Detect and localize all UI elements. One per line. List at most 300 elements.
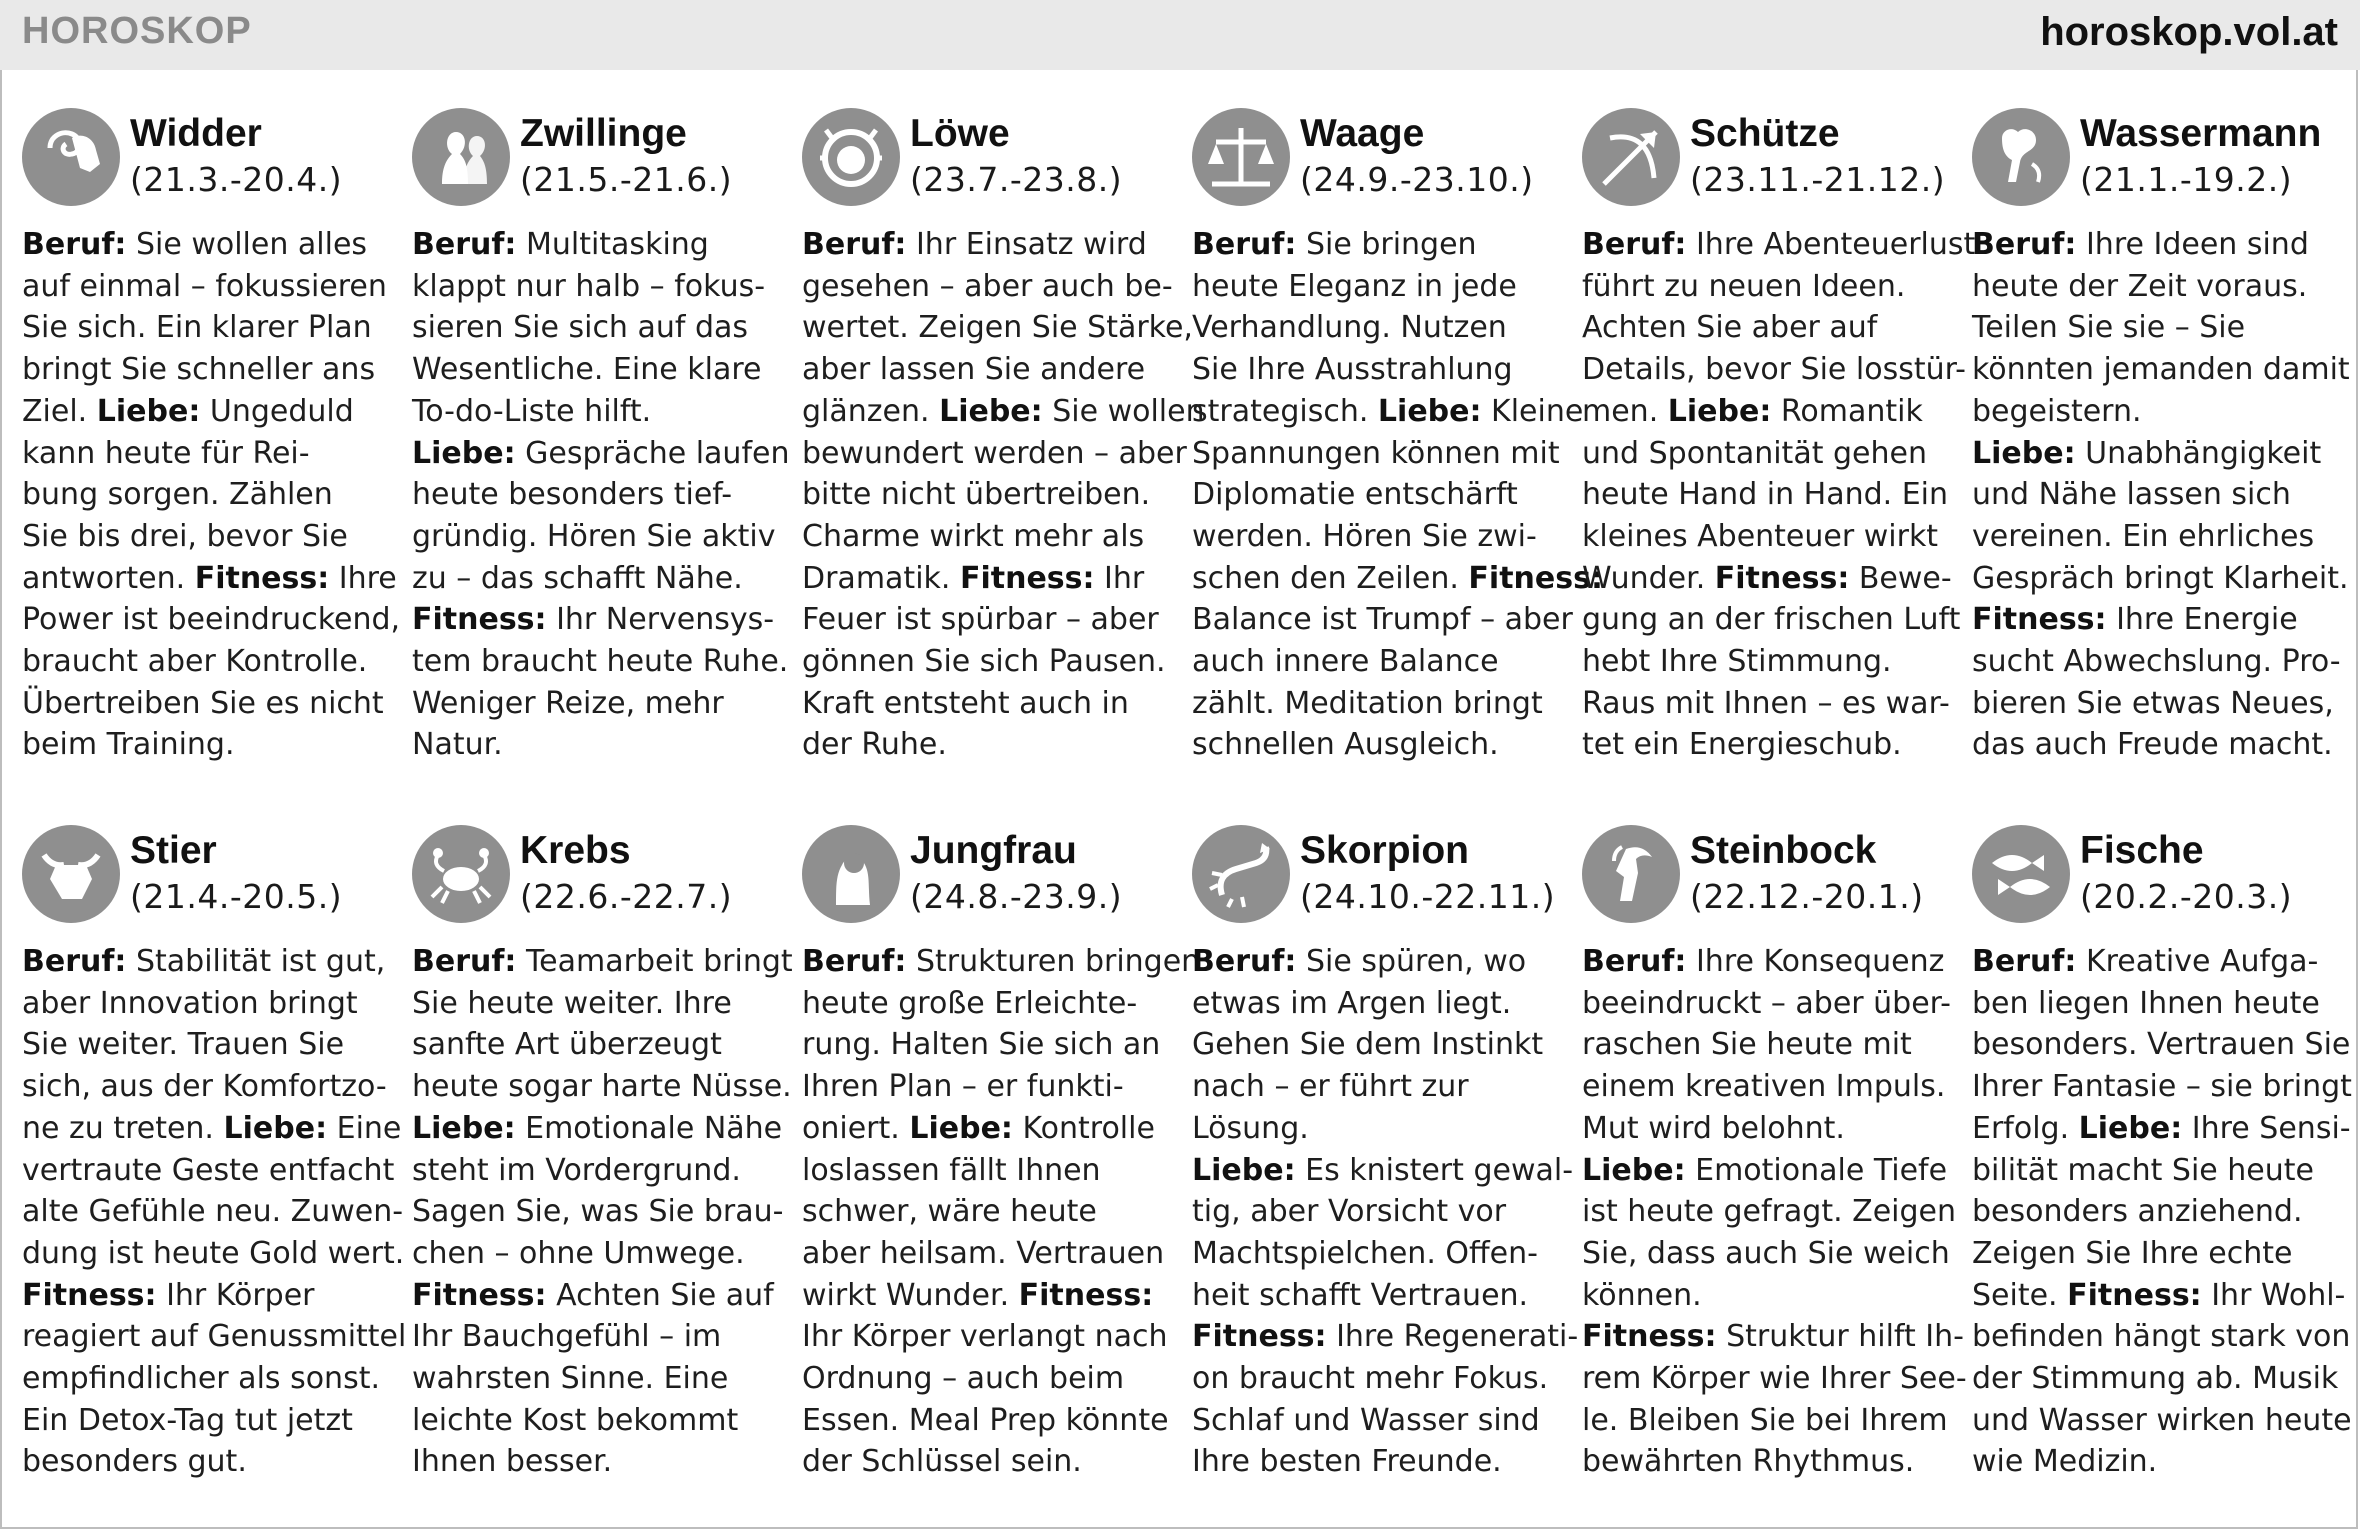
text-segment: raschen Sie heute mit (1582, 1027, 1912, 1063)
text-segment: Es knistert gewal- (1295, 1152, 1574, 1188)
sign-header (1972, 825, 2342, 937)
text-line (1582, 1275, 1952, 1317)
page-header (0, 0, 2360, 70)
text-segment: bitte nicht übertreiben. (802, 477, 1151, 513)
text-segment: steht im Vordergrund. (412, 1152, 741, 1188)
sign-header (1582, 108, 1952, 220)
text-segment: Ihre Abenteuerlust (1686, 227, 1976, 262)
text-segment: Romantik (1771, 393, 1923, 429)
text-line (1582, 599, 1961, 641)
text-line (22, 266, 392, 308)
text-line (412, 1441, 782, 1483)
text-segment: leichte Kost bekommt (412, 1402, 739, 1438)
text-line (1192, 1191, 1562, 1233)
text-line (802, 391, 1205, 433)
text-line (1972, 683, 2342, 725)
fish-icon (1972, 825, 2070, 923)
sign-column-skorpion (1192, 825, 1579, 1483)
text-segment: befinden hängt stark von (1972, 1319, 2351, 1355)
text-segment: Raus mit Ihnen – es war- (1582, 685, 1950, 721)
sign-header (412, 825, 782, 937)
text-line (1972, 1275, 2346, 1317)
text-line (412, 224, 782, 266)
category-label: Beruf: (412, 227, 517, 262)
text-segment: Essen. Meal Prep könnte (802, 1402, 1169, 1438)
text-line (412, 1400, 782, 1442)
sign-name: Fische (2080, 829, 2204, 872)
text-segment: Gehen Sie dem Instinkt (1192, 1027, 1544, 1063)
sign-header (22, 825, 392, 937)
text-segment: Sie bringen (1296, 227, 1477, 262)
text-segment: on braucht mehr Fokus. (1192, 1361, 1549, 1397)
category-label: Liebe: (1377, 393, 1482, 429)
text-line (22, 1441, 392, 1483)
text-segment: Kreative Aufga- (2076, 944, 2319, 979)
text-line (1192, 641, 1562, 683)
text-segment: werden. Hören Sie zwi- (1192, 518, 1537, 554)
text-line (412, 391, 782, 433)
text-segment: Schlaf und Wasser sind (1192, 1402, 1540, 1438)
text-segment: Ihr (1094, 560, 1145, 596)
category-label: Fitness: (2067, 1277, 2202, 1313)
category-label: Liebe: (909, 1110, 1013, 1146)
text-line (22, 1108, 402, 1150)
text-segment: Unabhängigkeit (2075, 435, 2322, 471)
text-segment: Sie, dass auch Sie weich (1582, 1235, 1950, 1271)
text-line (1972, 558, 2349, 600)
text-segment: heute sogar harte Nüsse. (412, 1069, 792, 1105)
text-line (412, 724, 782, 766)
text-segment: Sie sich. Ein klarer Plan (22, 310, 372, 346)
text-line (1192, 1275, 1562, 1317)
text-segment: wahrsten Sinne. Eine (412, 1361, 729, 1397)
text-segment: der Stimmung ab. Musik (1972, 1361, 2339, 1397)
text-line (22, 983, 392, 1025)
text-line (1972, 1108, 2351, 1150)
text-segment: Ihr Einsatz wird (906, 227, 1147, 262)
text-line (1582, 1316, 1964, 1358)
category-label: Fitness: (1468, 560, 1603, 596)
text-segment: braucht aber Kontrolle. (22, 644, 368, 680)
sign-name: Schütze (1690, 112, 1840, 155)
text-segment: heute Eleganz in jede (1192, 268, 1517, 304)
text-segment: vertraute Geste entfacht (22, 1152, 395, 1188)
text-line (1972, 1316, 2351, 1358)
text-line (1972, 349, 2350, 391)
text-segment: rem Körper wie Ihrer See- (1582, 1361, 1967, 1397)
text-line (802, 1066, 1172, 1108)
text-segment: Ihr Nervensys- (546, 602, 775, 638)
text-line (1582, 558, 1952, 600)
text-line (412, 558, 782, 600)
text-segment: Ihre Ideen sind (2076, 227, 2309, 262)
text-line (802, 1358, 1172, 1400)
text-segment: sucht Abwechslung. Pro- (1972, 644, 2341, 680)
text-segment: Seite. (1972, 1277, 2068, 1313)
text-segment: gründig. Hören Sie aktiv (412, 518, 776, 554)
category-label: Liebe: (223, 1110, 328, 1146)
text-line (1192, 558, 1603, 600)
text-line (412, 474, 782, 516)
text-line (1192, 599, 1573, 641)
text-line (1582, 1191, 1957, 1233)
text-line (802, 1316, 1172, 1358)
text-line (1192, 941, 1562, 983)
text-segment: Ihnen besser. (412, 1444, 613, 1480)
text-segment: Wesentliche. Eine klare (412, 352, 762, 388)
text-segment: Übertreiben Sie es nicht (22, 685, 384, 721)
text-line (1972, 1150, 2342, 1192)
text-line (22, 224, 392, 266)
text-line (22, 941, 392, 983)
text-segment: Ihrer Fantasie – sie bringt (1972, 1069, 2352, 1105)
text-segment: bieren Sie etwas Neues, (1972, 685, 2334, 721)
text-line (1192, 1400, 1562, 1442)
text-segment: bilität macht Sie heute (1972, 1152, 2314, 1188)
text-segment: Spannungen können mit (1192, 435, 1560, 471)
text-segment: tem braucht heute Ruhe. (412, 644, 789, 680)
text-line (22, 1150, 395, 1192)
text-line (1192, 1024, 1562, 1066)
text-segment: begeistern. (1972, 393, 2142, 429)
text-line (802, 1150, 1172, 1192)
category-label: Liebe: (1582, 1152, 1686, 1188)
text-segment: Charme wirkt mehr als (802, 518, 1145, 554)
sign-column-krebs (412, 825, 793, 1483)
text-segment: besonders. Vertrauen Sie (1972, 1027, 2351, 1063)
text-line (1192, 983, 1562, 1025)
text-line (412, 1150, 782, 1192)
sign-date-range: (21.3.-20.4.) (130, 160, 343, 199)
text-line (1192, 1233, 1562, 1275)
text-segment: Sie wollen (1042, 393, 1205, 429)
category-label: Beruf: (22, 227, 127, 262)
text-segment: Power ist beeindruckend, (22, 602, 401, 638)
category-label: Fitness: (194, 560, 330, 596)
text-line (1582, 641, 1952, 683)
sign-date-range: (22.12.-20.1.) (1690, 877, 1924, 916)
text-line (1582, 683, 1952, 725)
bull-icon (22, 825, 120, 923)
sign-column-schütze (1582, 108, 1976, 766)
text-line (802, 1275, 1172, 1317)
text-segment: Ihr Bauchgefühl – im (412, 1319, 722, 1355)
text-segment: Machtspielchen. Offen- (1192, 1235, 1538, 1271)
horoscope-text (22, 224, 401, 766)
category-label: Fitness: (959, 560, 1095, 596)
text-line (1972, 1358, 2342, 1400)
sign-name: Löwe (910, 112, 1010, 155)
text-segment: etwas im Argen liegt. (1192, 985, 1512, 1021)
category-label: Liebe: (1192, 1152, 1296, 1188)
text-line (1582, 1358, 1967, 1400)
text-segment: glänzen. (802, 393, 940, 429)
text-segment: Ordnung – auch beim (802, 1361, 1125, 1397)
category-label: Beruf: (1582, 227, 1687, 262)
text-line (1582, 941, 1952, 983)
text-segment: Sie bis drei, bevor Sie (22, 518, 348, 554)
category-label: Liebe: (96, 393, 201, 429)
text-segment: wie Medizin. (1972, 1444, 2158, 1480)
text-segment: oniert. (802, 1110, 910, 1146)
text-segment: loslassen fällt Ihnen (802, 1152, 1101, 1188)
text-line (22, 599, 401, 641)
text-segment: To-do-Liste hilft. (412, 393, 652, 429)
text-segment: gesehen – aber auch be- (802, 268, 1173, 304)
text-segment: zählt. Meditation bringt (1192, 685, 1543, 721)
sign-header (802, 825, 1172, 937)
text-line (22, 1233, 405, 1275)
horoscope-text (412, 941, 793, 1483)
category-label: Beruf: (22, 944, 127, 979)
text-segment: Multitasking (516, 227, 709, 262)
text-line (1582, 1108, 1952, 1150)
text-segment: Zeigen Sie Ihre echte (1972, 1235, 2293, 1271)
text-line (1582, 391, 1952, 433)
sign-date-range: (23.7.-23.8.) (910, 160, 1123, 199)
text-segment: Sie spüren, wo (1296, 944, 1527, 979)
text-line (1972, 516, 2342, 558)
text-segment: Kontrolle (1012, 1110, 1155, 1146)
category-label: Fitness: (1192, 1319, 1327, 1355)
text-segment: Stabilität ist gut, (126, 944, 386, 979)
category-label: Liebe: (412, 1110, 516, 1146)
text-segment: der Ruhe. (802, 727, 947, 763)
text-line (412, 307, 782, 349)
sign-header (22, 108, 392, 220)
text-segment: und Wasser wirken heute (1972, 1402, 2352, 1438)
text-line (22, 1275, 392, 1317)
text-segment: Achten Sie auf (546, 1277, 774, 1313)
text-segment: rung. Halten Sie sich an (802, 1027, 1161, 1063)
text-line (412, 1066, 792, 1108)
text-line (22, 516, 392, 558)
text-line (1192, 433, 1562, 475)
text-segment: Balance ist Trumpf – aber (1192, 602, 1573, 638)
sign-name: Skorpion (1300, 829, 1470, 872)
sign-header (1582, 825, 1952, 937)
text-segment: besonders anziehend. (1972, 1194, 2303, 1230)
text-line (1972, 1024, 2351, 1066)
text-line (412, 983, 782, 1025)
text-segment: der Schlüssel sein. (802, 1444, 1082, 1480)
crab-icon (412, 825, 510, 923)
text-line (1582, 307, 1952, 349)
text-segment: Ihre Konsequenz (1686, 944, 1945, 979)
text-line (802, 641, 1172, 683)
text-line (1972, 474, 2342, 516)
text-line (1192, 1066, 1562, 1108)
text-segment: Ein Detox-Tag tut jetzt (22, 1402, 353, 1438)
text-line (22, 391, 392, 433)
sign-name: Zwillinge (520, 112, 687, 155)
category-label: Liebe: (939, 393, 1043, 429)
text-segment: Struktur hilft Ih- (1716, 1319, 1964, 1355)
scales-icon (1192, 108, 1290, 206)
text-segment: Ihr Körper (156, 1277, 315, 1313)
text-segment: antworten. (22, 560, 195, 596)
sign-column-fische (1972, 825, 2352, 1483)
text-line (1582, 1024, 1952, 1066)
text-line (22, 641, 392, 683)
text-line (412, 599, 782, 641)
text-line (1582, 474, 1952, 516)
text-segment: Ihre Regenerati- (1326, 1319, 1579, 1355)
text-segment: kann heute für Rei- (22, 435, 310, 471)
text-line (1972, 983, 2342, 1025)
text-segment: Sie wollen alles (126, 227, 368, 262)
horoscope-text (802, 941, 1201, 1483)
text-segment: beim Training. (22, 727, 235, 763)
text-line (1972, 1441, 2342, 1483)
scorpion-icon (1192, 825, 1290, 923)
sign-name: Jungfrau (910, 829, 1077, 872)
sign-date-range: (23.11.-21.12.) (1690, 160, 1946, 199)
text-line (412, 1358, 782, 1400)
category-label: Liebe: (1667, 393, 1772, 429)
text-line (412, 683, 782, 725)
text-line (802, 266, 1172, 308)
ibex-icon (1582, 825, 1680, 923)
category-label: Beruf: (1582, 944, 1687, 979)
text-segment: Emotionale Tiefe (1685, 1152, 1948, 1188)
category-label: Fitness: (1714, 560, 1850, 596)
text-segment: Weniger Reize, mehr (412, 685, 724, 721)
text-segment: sich, aus der Komfortzo- (22, 1069, 387, 1105)
text-line (802, 724, 1172, 766)
text-segment: Verhandlung. Nutzen (1192, 310, 1507, 346)
text-line (412, 1024, 782, 1066)
category-label: Liebe: (2078, 1110, 2183, 1146)
text-segment: Strukturen bringen (906, 944, 1201, 979)
category-label: Fitness: (1972, 602, 2107, 638)
text-segment: wirkt Wunder. (802, 1277, 1019, 1313)
text-line (802, 1233, 1172, 1275)
sign-name: Stier (130, 829, 217, 872)
sign-date-range: (22.6.-22.7.) (520, 877, 733, 916)
ram-icon (22, 108, 120, 206)
text-segment: Ihren Plan – er funkti- (802, 1069, 1124, 1105)
text-line (1192, 391, 1584, 433)
text-segment: bewährten Rhythmus. (1582, 1444, 1915, 1480)
text-segment: kleines Abenteuer wirkt (1582, 518, 1939, 554)
text-segment: Bewe- (1849, 560, 1952, 596)
text-segment: Teamarbeit bringt (516, 944, 793, 979)
text-line (1582, 516, 1952, 558)
horoscope-text (22, 941, 407, 1483)
text-line (1972, 724, 2342, 766)
text-line (412, 941, 793, 983)
text-segment: Sie Ihre Ausstrahlung (1192, 352, 1513, 388)
text-line (22, 1024, 392, 1066)
sign-header (802, 108, 1172, 220)
text-segment: klappt nur halb – fokus- (412, 268, 766, 304)
text-segment: sanfte Art überzeugt (412, 1027, 722, 1063)
lion-icon (802, 108, 900, 206)
text-line (1972, 1191, 2342, 1233)
text-segment: chen – ohne Umwege. (412, 1235, 745, 1271)
sign-date-range: (21.5.-21.6.) (520, 160, 733, 199)
text-line (802, 349, 1172, 391)
text-segment: Ihr Wohl- (2201, 1277, 2346, 1313)
text-segment: Wunder. (1582, 560, 1715, 596)
text-line (802, 683, 1172, 725)
sign-name: Krebs (520, 829, 631, 872)
category-label: Fitness: (1018, 1277, 1154, 1313)
text-line (802, 1441, 1172, 1483)
text-line (802, 224, 1172, 266)
sign-column-steinbock (1582, 825, 1967, 1483)
text-line (412, 1233, 782, 1275)
text-segment: Ihre besten Freunde. (1192, 1444, 1502, 1480)
text-segment: Dramatik. (802, 560, 960, 596)
category-label: Beruf: (412, 944, 517, 979)
text-segment: heute der Zeit voraus. (1972, 268, 2308, 304)
site-url[interactable]: horoskop.vol.at (2040, 10, 2338, 54)
text-segment: einem kreativen Impuls. (1582, 1069, 1946, 1105)
text-line (1972, 391, 2342, 433)
virgin-icon (802, 825, 900, 923)
text-segment: heute besonders tief- (412, 477, 733, 513)
text-segment: empfindlicher als sonst. (22, 1361, 380, 1397)
sign-column-stier (22, 825, 407, 1483)
text-line (1972, 266, 2342, 308)
sign-column-zwillinge (412, 108, 790, 766)
text-segment: Sie weiter. Trauen Sie (22, 1027, 345, 1063)
category-label: Beruf: (1192, 227, 1297, 262)
section-title: HOROSKOP (22, 10, 252, 52)
text-segment: Details, bevor Sie losstür- (1582, 352, 1966, 388)
category-label: Fitness: (412, 1277, 547, 1313)
text-segment: aber heilsam. Vertrauen (802, 1235, 1165, 1271)
text-segment: ne zu treten. (22, 1110, 224, 1146)
sign-date-range: (24.10.-22.11.) (1300, 877, 1556, 916)
text-segment: aber Innovation bringt (22, 985, 358, 1021)
text-line (22, 558, 397, 600)
text-segment: Ihre Energie (2106, 602, 2298, 638)
text-line (1582, 1066, 1952, 1108)
text-segment: alte Gefühle neu. Zuwen- (22, 1194, 404, 1230)
sign-name: Steinbock (1690, 829, 1877, 872)
text-segment: tet ein Energieschub. (1582, 727, 1902, 763)
text-line (412, 641, 789, 683)
text-line (22, 349, 392, 391)
text-line (1972, 1400, 2352, 1442)
text-line (1972, 433, 2342, 475)
category-label: Beruf: (1972, 227, 2077, 262)
text-line (802, 1191, 1172, 1233)
text-line (1582, 1441, 1952, 1483)
text-line (802, 599, 1172, 641)
text-segment: Diplomatie entschärft (1192, 477, 1518, 513)
text-segment: ben liegen Ihnen heute (1972, 985, 2320, 1021)
category-label: Fitness: (22, 1277, 157, 1313)
sign-header (1192, 108, 1562, 220)
sign-date-range: (24.9.-23.10.) (1300, 160, 1534, 199)
text-line (412, 266, 782, 308)
text-segment: Kraft entsteht auch in (802, 685, 1129, 721)
text-line (22, 724, 392, 766)
text-line (22, 1191, 404, 1233)
text-segment: strategisch. (1192, 393, 1378, 429)
text-line (802, 1024, 1172, 1066)
text-segment: schen den Zeilen. (1192, 560, 1469, 596)
text-line (1192, 516, 1562, 558)
sign-header (412, 108, 782, 220)
text-line (802, 474, 1172, 516)
text-segment: Gespräch bringt Klarheit. (1972, 560, 2349, 596)
text-line (1192, 1441, 1562, 1483)
